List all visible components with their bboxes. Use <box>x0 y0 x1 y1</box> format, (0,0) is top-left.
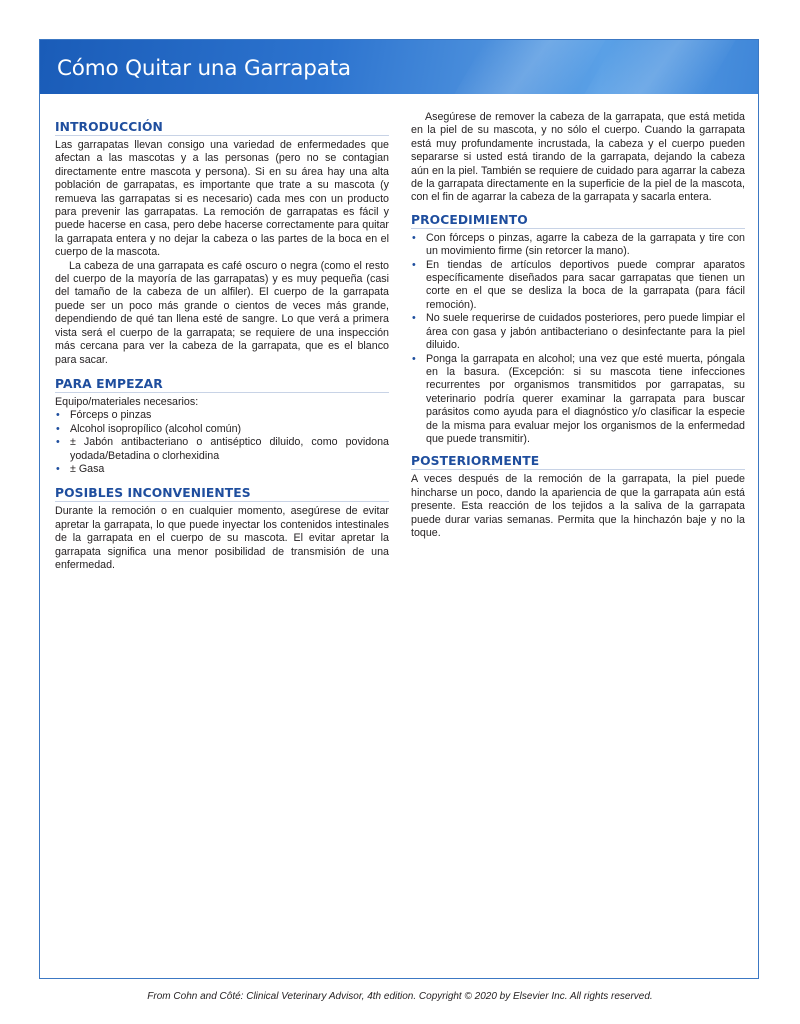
heading-posibles-inconvenientes: POSIBLES INCONVENIENTES <box>55 486 389 502</box>
list-item <box>411 232 745 259</box>
bullet-icon: • <box>412 352 416 365</box>
bullet-icon: • <box>412 312 416 325</box>
list-item-text: Alcohol isopropílico (alcohol común) <box>70 422 242 435</box>
posteriormente-paragraph: A veces después de la remoción de la garrapata, la piel puede hincharse un poco, dando la apariencia de que la garrapata aún está presente. Esta reacción de los tejidos a la saliva de la garrapata puede durar varias semanas. Permita que la hinchazón baje y no la toque. <box>411 473 745 539</box>
intro-paragraph-1: Las garrapatas llevan consigo una variedad de enfermedades que afectan a las mascotas y a las personas (pero no se contagian directamente entre mascota y persona). Si en su área hay una alta población de garrapatas, es importante que trate a su mascota (y remueva las garrapatas si es necesario) cada mes con un producto para prevenir las garrapatas. La remoción de garrapatas es fácil y puede hacerse en casa, pero debe hacerse correctamente para quitar la garrapata entera y no dejar la cabeza o las partes de la boca en el cuerpo de la mascota. <box>55 139 389 259</box>
materials-intro: Equipo/materiales necesarios: <box>55 395 199 408</box>
bullet-icon: • <box>56 436 60 449</box>
list-item <box>411 353 745 447</box>
bullet-icon: • <box>56 422 60 435</box>
copyright-footer <box>0 991 800 1002</box>
list-item <box>55 436 389 463</box>
list-item-text: Fórceps o pinzas <box>70 409 152 422</box>
footer-book-title: Clinical Veterinary Advisor <box>246 991 362 1002</box>
list-item-text: ± Gasa <box>70 462 105 475</box>
list-item <box>55 463 389 476</box>
bullet-icon: • <box>56 409 60 422</box>
list-item-text: Ponga la garrapata en alcohol; una vez que esté muerta, póngala en la basura. (Excepción: si su mascota tiene infecciones recurrentes por organismos transmitidos por garrapatas, su veterinario podría querer examinar la garrapata para buscar parásitos como ayuda para el diagnóstico y/o clasificar la especie de la misma para evaluar mejor los organismos de la enfermedad que puede transmitir). <box>426 352 745 445</box>
list-item <box>55 423 389 436</box>
banner-stripe <box>454 40 605 94</box>
list-item <box>411 312 745 352</box>
procedure-list <box>411 232 745 447</box>
banner-stripe <box>584 40 735 94</box>
heading-posteriormente: POSTERIORMENTE <box>411 454 745 470</box>
right-column <box>411 111 745 540</box>
materials-list <box>55 409 389 476</box>
bullet-icon: • <box>56 462 60 475</box>
list-item-text: En tiendas de artículos deportivos puede comprar aparatos específicamente diseñados para sacar garrapatas que tienen un corte en el que se desliza la boca de la garrapata (para fácil remoción). <box>426 258 745 311</box>
right-intro-paragraph: Asegúrese de remover la cabeza de la garrapata, que está metida en la piel de su mascota, y no sólo el cuerpo. Cuando la garrapata está muy profundamente incrustada, la cabeza y el cuerpo pueden separarse si usted está tirando de la garrapata, dejando la cabeza aún en la piel. También se requiere de cuidado para agarrar la cabeza de la garrapata directamente en la superficie de la piel de la mascota, con el fin de agarrar la cabeza de la garrapata y sacarla entera. <box>411 111 745 204</box>
footer-suffix: , 4th edition. Copyright © 2020 by Elsevier Inc. All rights reserved. <box>361 991 653 1002</box>
list-item-text: No suele requerirse de cuidados posteriores, pero puede limpiar el área con gasa y jabón antibacteriano o desinfectante para la piel diluido. <box>426 312 745 352</box>
posibles-paragraph: Durante la remoción o en cualquier momento, asegúrese de evitar apretar la garrapata, lo que puede inyectar los contenidos intestinales de la garrapata en el cuerpo de su mascota. El evitar apretar la garrapata significa una menor posibilidad de transmisión de una enfermedad. <box>55 505 389 571</box>
heading-introduccion: INTRODUCCIÓN <box>55 120 389 136</box>
list-item-text: ± Jabón antibacteriano o antiséptico diluido, como povidona yodada/Betadina o clorhexidina <box>70 436 389 462</box>
left-column <box>55 116 389 572</box>
heading-para-empezar: PARA EMPEZAR <box>55 377 389 393</box>
page-title: Cómo Quitar una Garrapata <box>57 56 351 81</box>
bullet-icon: • <box>412 258 416 271</box>
footer-prefix: From Cohn and Côté: <box>147 991 247 1002</box>
intro-paragraph-2: La cabeza de una garrapata es café oscuro o negra (como el resto del cuerpo de la mayoría de las garrapatas) y es muy pequeña (casi del tamaño de la cabeza de un alfiler). El cuerpo de la garrapata puede ser un poco más grande o cientos de veces más grande, dependiendo de qué tan llena esté de sangre. Lo que verá a primera vista será el cuerpo de la garrapata; se requiere de una inspección más cercana para ver la cabeza de la garrapata, que es el blanco para sacar. <box>55 259 389 366</box>
list-item <box>55 409 389 422</box>
list-item <box>411 259 745 313</box>
list-item-text: Con fórceps o pinzas, agarre la cabeza de la garrapata y tire con un movimiento firme (sin retorcer la mano). <box>426 231 745 258</box>
bullet-icon: • <box>412 231 416 244</box>
page-frame <box>39 39 759 979</box>
title-banner <box>40 40 758 94</box>
heading-procedimiento: PROCEDIMIENTO <box>411 213 745 229</box>
